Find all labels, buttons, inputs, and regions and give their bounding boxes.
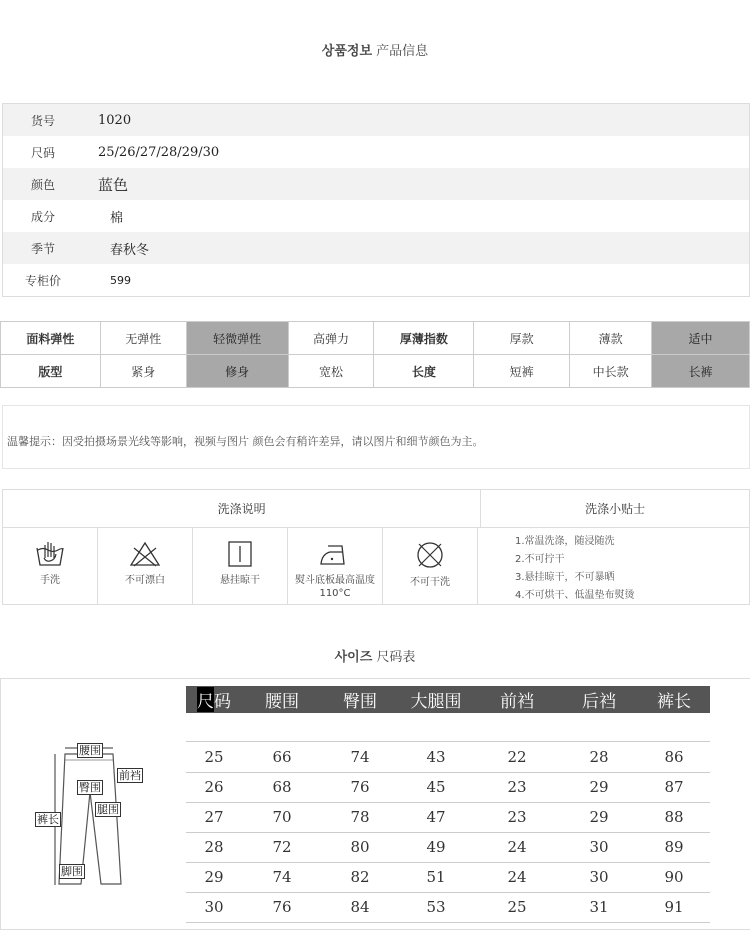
attribute-heading: 厚薄指数 [374, 322, 474, 355]
info-value: 599 [110, 273, 131, 287]
attributes-row-elasticity [1, 322, 750, 355]
wash-cell-iron [288, 528, 383, 604]
size-header-size [186, 686, 242, 713]
notice-text: 温馨提示：因受拍摄场景光线等影响，视频与图片 颜色会有稍许差异，请以图片和细节颜色为主。 [7, 435, 484, 448]
info-label: 成分 [30, 209, 55, 224]
info-label: 颜色 [30, 177, 55, 192]
size-header-cell: 腰围 [265, 692, 299, 712]
attribute-heading: 面料弹性 [1, 322, 101, 355]
size-table-cell: 25 [507, 898, 527, 916]
size-title [0, 646, 750, 665]
size-table-cell: 49 [426, 838, 446, 856]
wash-tip: 1.常温洗涤，随浸随洗 [515, 536, 615, 547]
size-table-cell: 90 [664, 868, 684, 886]
size-table-cell: 82 [350, 868, 370, 886]
size-header-char-b: 码 [214, 692, 231, 712]
size-header-cell: 裤长 [657, 692, 691, 712]
size-table-row [186, 772, 710, 803]
wash-tips-list [515, 533, 635, 605]
attribute-option: 短裤 [474, 355, 570, 388]
wash-header: 洗涤说明 [3, 490, 481, 527]
attribute-option: 薄款 [570, 322, 652, 355]
wash-label-dryclean: 不可干洗 [410, 577, 450, 588]
no-bleach-icon [128, 540, 162, 568]
size-table-cell: 84 [350, 898, 370, 916]
size-table-cell: 51 [426, 868, 446, 886]
wash-tip: 2.不可拧干 [515, 554, 565, 565]
wash-cell-bleach [98, 528, 193, 604]
pants-diagram [35, 740, 145, 890]
iron-icon [318, 540, 352, 568]
attribute-option-selected: 长裤 [652, 355, 750, 388]
size-table-cell: 68 [272, 778, 292, 796]
size-table-cell: 26 [204, 778, 224, 796]
wash-label-bleach: 不可漂白 [125, 575, 165, 586]
size-table-cell: 76 [350, 778, 370, 796]
size-table-cell: 30 [589, 868, 609, 886]
size-table-spacer [186, 713, 710, 742]
size-table-cell: 27 [204, 808, 224, 826]
info-label: 专柜价 [24, 273, 61, 288]
wash-tip: 3.悬挂晾干，不可暴晒 [515, 572, 615, 583]
diagram-label-hem: 脚围 [61, 865, 83, 878]
size-table-cell: 66 [272, 748, 292, 766]
size-table-cell: 70 [272, 808, 292, 826]
wash-cell-hang [193, 528, 288, 604]
info-row [3, 264, 749, 296]
attribute-heading: 长度 [374, 355, 474, 388]
info-value: 25/26/27/28/29/30 [98, 144, 220, 160]
diagram-label-length: 裤长 [37, 813, 59, 826]
info-value: 1020 [98, 112, 132, 128]
info-row [3, 168, 749, 200]
info-label: 货号 [30, 113, 55, 128]
size-table-row [186, 862, 710, 893]
attribute-option: 无弹性 [100, 322, 186, 355]
size-table-cell: 24 [507, 838, 527, 856]
size-table-cell: 25 [204, 748, 224, 766]
info-value: 蓝色 [98, 175, 129, 194]
attribute-option-selected: 轻微弹性 [186, 322, 288, 355]
info-value: 棉 [110, 210, 124, 226]
size-table-cell: 53 [426, 898, 446, 916]
attribute-option-selected: 修身 [186, 355, 288, 388]
size-table-cell: 91 [664, 898, 684, 916]
wash-label-hand: 手洗 [40, 575, 60, 586]
size-table-cell: 76 [272, 898, 292, 916]
attribute-option: 高弹力 [288, 322, 374, 355]
size-table-cell: 29 [204, 868, 224, 886]
size-table-cell: 87 [664, 778, 684, 796]
diagram-label-front-rise: 前裆 [119, 769, 141, 782]
attribute-option-selected: 适中 [652, 322, 750, 355]
diagram-label-thigh: 腿围 [97, 803, 119, 816]
size-header-cell: 前裆 [500, 692, 534, 712]
wash-label-hang: 悬挂晾干 [220, 575, 260, 586]
attributes-row-fit [1, 355, 750, 388]
info-label: 尺码 [30, 145, 55, 160]
size-table-cell: 30 [204, 898, 224, 916]
size-table-cell: 29 [589, 808, 609, 826]
size-table-cell: 28 [589, 748, 609, 766]
size-table-cell: 47 [426, 808, 446, 826]
attributes-table [0, 321, 750, 388]
size-table-cell: 74 [272, 868, 292, 886]
size-table-cell: 80 [350, 838, 370, 856]
wash-cell-hand [3, 528, 98, 604]
size-header-cell: 后裆 [582, 692, 616, 712]
size-table-row [186, 802, 710, 833]
product-info-title [0, 40, 750, 59]
size-table-header [186, 686, 710, 713]
wash-label-iron: 熨斗底板最高温度110°C [295, 575, 375, 599]
size-table-cell: 43 [426, 748, 446, 766]
info-row [3, 232, 749, 264]
info-label: 季节 [30, 241, 55, 256]
wash-instructions [2, 489, 750, 605]
size-header-cell: 臀围 [343, 692, 377, 712]
info-row [3, 104, 749, 136]
hand-wash-icon [35, 540, 65, 568]
attribute-heading: 版型 [1, 355, 101, 388]
size-table-cell: 72 [272, 838, 292, 856]
size-table-cell: 22 [507, 748, 527, 766]
wash-tips-header: 洗涤小贴士 [585, 502, 646, 516]
size-table-cell: 86 [664, 748, 684, 766]
product-info-table [2, 103, 750, 297]
attribute-option: 厚款 [474, 322, 570, 355]
diagram-label-waist: 腰围 [79, 744, 101, 757]
info-value: 春秋冬 [110, 242, 150, 258]
size-title-chinese: 尺码表 [376, 650, 416, 665]
no-dry-clean-icon [414, 540, 446, 570]
size-table-cell: 31 [589, 898, 609, 916]
size-table-cell: 24 [507, 868, 527, 886]
title-chinese: 产品信息 [376, 44, 429, 59]
size-table-cell: 23 [507, 808, 527, 826]
hang-dry-icon [226, 540, 254, 568]
attribute-option: 紧身 [100, 355, 186, 388]
diagram-label-hip: 臀围 [79, 781, 101, 794]
info-row [3, 136, 749, 168]
size-table-cell: 30 [589, 838, 609, 856]
notice-box [2, 405, 750, 469]
size-table-cell: 88 [664, 808, 684, 826]
info-row [3, 200, 749, 232]
size-table-row [186, 892, 710, 923]
wash-cell-dryclean [383, 528, 478, 604]
size-table-cell: 23 [507, 778, 527, 796]
size-table-row [186, 832, 710, 863]
size-header-char-a: 尺 [197, 687, 214, 712]
size-table-cell: 29 [589, 778, 609, 796]
size-header-cell: 大腿围 [410, 692, 462, 712]
attribute-option: 宽松 [288, 355, 374, 388]
wash-tip: 4.不可烘干、低温垫布熨烫 [515, 590, 635, 601]
size-table-row [186, 742, 710, 773]
attribute-option: 中长款 [570, 355, 652, 388]
size-title-korean: 사이즈 [334, 650, 373, 665]
size-table-cell: 89 [664, 838, 684, 856]
size-table-cell: 78 [350, 808, 370, 826]
size-table-cell: 74 [350, 748, 370, 766]
size-table-cell: 28 [204, 838, 224, 856]
title-korean: 상품정보 [321, 44, 373, 59]
size-table-cell: 45 [426, 778, 446, 796]
